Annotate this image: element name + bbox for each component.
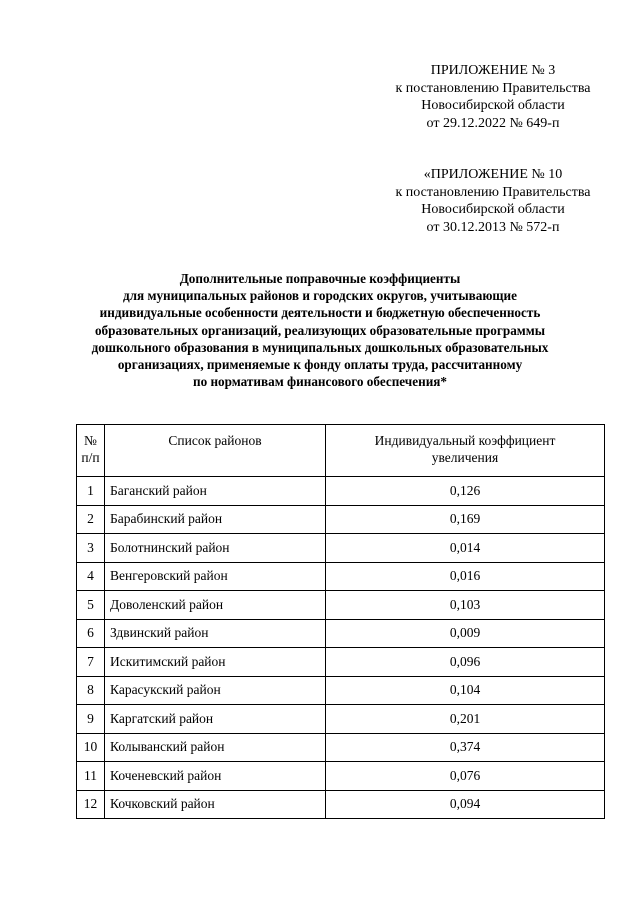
title-line: для муниципальных районов и городских округов, учитывающие bbox=[122, 288, 517, 304]
title-line: организациях, применяемые к фонду оплаты труда, рассчитанному bbox=[117, 357, 523, 373]
row-district: Болотнинский район bbox=[105, 534, 326, 563]
row-district: Коченевский район bbox=[105, 762, 326, 791]
title-line: дошкольного образования в муниципальных дошкольных образовательных bbox=[91, 339, 549, 355]
title-line: по нормативам финансового обеспечения* bbox=[192, 374, 448, 390]
row-number: 4 bbox=[77, 562, 105, 591]
table-row bbox=[77, 790, 605, 819]
table-header-row bbox=[77, 425, 605, 477]
row-number: 3 bbox=[77, 534, 105, 563]
row-district: Венгеровский район bbox=[105, 562, 326, 591]
row-district: Здвинский район bbox=[105, 619, 326, 648]
row-coefficient: 0,169 bbox=[326, 505, 605, 534]
title-line: индивидуальные особенности деятельности и бюджетную обеспеченность bbox=[99, 305, 541, 321]
header-number-line: п/п bbox=[81, 450, 100, 465]
table-row bbox=[77, 505, 605, 534]
header-number-line: № bbox=[84, 433, 97, 448]
document-title bbox=[60, 270, 580, 390]
row-number: 1 bbox=[77, 477, 105, 506]
header-district-label: Список районов bbox=[168, 433, 262, 448]
table-row bbox=[77, 619, 605, 648]
row-coefficient: 0,094 bbox=[326, 790, 605, 819]
appendix-3-line: к постановлению Правительства bbox=[395, 80, 591, 96]
title-line: Дополнительные поправочные коэффициенты bbox=[179, 271, 461, 286]
row-coefficient: 0,016 bbox=[326, 562, 605, 591]
appendix-10-block bbox=[378, 166, 608, 236]
header-number bbox=[77, 425, 105, 477]
row-number: 2 bbox=[77, 505, 105, 534]
appendix-3-date: от 29.12.2022 № 649-п bbox=[426, 115, 560, 131]
row-number: 8 bbox=[77, 676, 105, 705]
header-coefficient bbox=[326, 425, 605, 477]
row-coefficient: 0,076 bbox=[326, 762, 605, 791]
row-coefficient: 0,096 bbox=[326, 648, 605, 677]
row-district: Колыванский район bbox=[105, 733, 326, 762]
row-number: 5 bbox=[77, 591, 105, 620]
row-number: 10 bbox=[77, 733, 105, 762]
appendix-10-heading: «ПРИЛОЖЕНИЕ № 10 bbox=[423, 167, 563, 182]
row-coefficient: 0,374 bbox=[326, 733, 605, 762]
appendix-10-line: Новосибирской области bbox=[421, 202, 565, 217]
row-number: 7 bbox=[77, 648, 105, 677]
row-coefficient: 0,126 bbox=[326, 477, 605, 506]
appendix-3-block bbox=[378, 62, 608, 132]
header-district-list bbox=[105, 425, 326, 477]
row-number: 9 bbox=[77, 705, 105, 734]
table-row bbox=[77, 591, 605, 620]
row-number: 12 bbox=[77, 790, 105, 819]
row-coefficient: 0,201 bbox=[326, 705, 605, 734]
table-row bbox=[77, 762, 605, 791]
row-district: Каргатский район bbox=[105, 705, 326, 734]
table-row bbox=[77, 648, 605, 677]
row-district: Баганский район bbox=[105, 477, 326, 506]
appendix-10-line: к постановлению Правительства bbox=[395, 184, 591, 200]
header-coefficient-line: Индивидуальный коэффициент bbox=[374, 433, 556, 448]
header-coefficient-line: увеличения bbox=[431, 450, 499, 465]
appendix-10-date: от 30.12.2013 № 572-п bbox=[426, 219, 560, 235]
coefficients-table bbox=[76, 424, 605, 819]
row-coefficient: 0,009 bbox=[326, 619, 605, 648]
table-row bbox=[77, 733, 605, 762]
appendix-3-line: Новосибирской области bbox=[421, 98, 565, 113]
table-row bbox=[77, 562, 605, 591]
table-row bbox=[77, 534, 605, 563]
row-district: Искитимский район bbox=[105, 648, 326, 677]
row-number: 6 bbox=[77, 619, 105, 648]
table-row bbox=[77, 705, 605, 734]
title-line: образовательных организаций, реализующих образовательные программы bbox=[94, 322, 546, 338]
table-body bbox=[77, 477, 605, 819]
row-district: Барабинский район bbox=[105, 505, 326, 534]
row-number: 11 bbox=[77, 762, 105, 791]
appendix-3-heading: ПРИЛОЖЕНИЕ № 3 bbox=[430, 63, 556, 78]
row-district: Карасукский район bbox=[105, 676, 326, 705]
row-coefficient: 0,103 bbox=[326, 591, 605, 620]
table-row bbox=[77, 477, 605, 506]
row-coefficient: 0,014 bbox=[326, 534, 605, 563]
row-district: Кочковский район bbox=[105, 790, 326, 819]
table-row bbox=[77, 676, 605, 705]
row-district: Доволенский район bbox=[105, 591, 326, 620]
row-coefficient: 0,104 bbox=[326, 676, 605, 705]
